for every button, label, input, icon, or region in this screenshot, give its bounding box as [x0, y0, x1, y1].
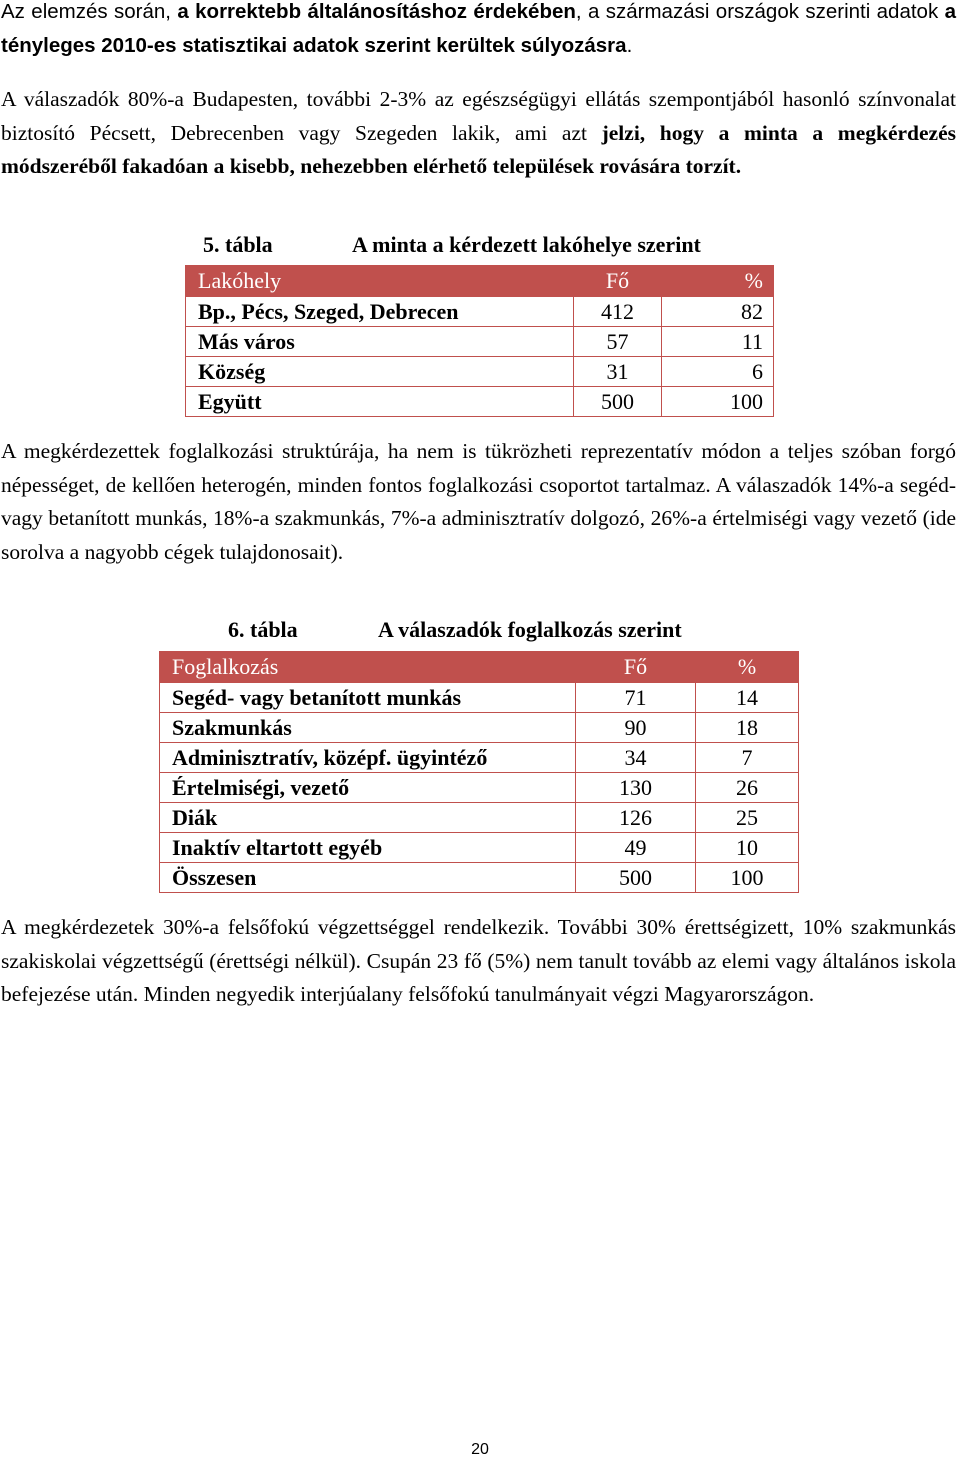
- table5-cell-percent: 82: [662, 297, 774, 327]
- residence-bold: jelzi, hogy a minta a megkérdezés módszeréből fakadóan a kisebb, nehezebben elérhető települések rovására torzít.: [1, 120, 956, 178]
- table6-cell-count: 49: [576, 833, 696, 863]
- table6-cell-count: 34: [576, 743, 696, 773]
- table6-cell-count: 126: [576, 803, 696, 833]
- table5-header-count: Fő: [574, 266, 662, 297]
- table5-title: A minta a kérdezett lakóhelye szerint: [352, 232, 701, 257]
- table5-cell-count: 57: [574, 327, 662, 357]
- table-row: [160, 683, 799, 713]
- table6-cell-label: Szakmunkás: [160, 713, 576, 743]
- table-residence: [185, 265, 774, 417]
- table-row: [160, 833, 799, 863]
- table6-cell-percent: 14: [696, 683, 799, 713]
- table-row: [160, 863, 799, 893]
- table6-header-count: Fő: [576, 652, 696, 683]
- table-occupation: [159, 651, 799, 893]
- table6-cell-count: 71: [576, 683, 696, 713]
- table6-cell-count: 130: [576, 773, 696, 803]
- residence-text: A válaszadók 80%-a Budapesten, további 2-3% az egészségügyi ellátás szempontjából hasonló színvonalat biztosító Pécsett, Debrecenben vagy Szegeden lakik, ami azt: [1, 87, 956, 145]
- intro-text-3: .: [626, 33, 633, 57]
- table6-cell-count: 500: [576, 863, 696, 893]
- table6-cell-label: Diák: [160, 803, 576, 833]
- table5-header-percent: %: [662, 266, 774, 297]
- table-row: [186, 387, 774, 417]
- table6-cell-label: Értelmiségi, vezető: [160, 773, 576, 803]
- table5-header-residence: Lakóhely: [186, 266, 574, 297]
- table-row: [160, 773, 799, 803]
- table5-cell-label: Együtt: [186, 387, 574, 417]
- table6-cell-label: Segéd- vagy betanított munkás: [160, 683, 576, 713]
- table6-cell-label: Adminisztratív, középf. ügyintéző: [160, 743, 576, 773]
- table6-number: 6. tábla: [228, 617, 298, 642]
- table6-cell-label: Összesen: [160, 863, 576, 893]
- table-row: [160, 803, 799, 833]
- table6-cell-count: 90: [576, 713, 696, 743]
- intro-bold-1: a korrektebb általánosításhoz érdekében: [177, 0, 576, 23]
- table5-cell-count: 500: [574, 387, 662, 417]
- intro-text-1: Az elemzés során,: [1, 0, 178, 23]
- education-paragraph: A megkérdezetek 30%-a felsőfokú végzettséggel rendelkezik. További 30% érettségizett, 10% szakmunkás szakiskolai végzettségű (érettségi nélkül). Csupán 23 fő (5%) nem tanult tovább az elemi vagy általános iskola befejezése után. Minden negyedik interjúalany felsőfokú tanulmányait végzi Magyarországon.: [1, 915, 956, 1006]
- table6-header-percent: %: [696, 652, 799, 683]
- table5-number: 5. tábla: [203, 232, 273, 257]
- table-row: [186, 327, 774, 357]
- table5-cell-label: Község: [186, 357, 574, 387]
- table5-cell-label: Más város: [186, 327, 574, 357]
- occupation-paragraph: A megkérdezettek foglalkozási struktúrája, ha nem is tükrözheti reprezentatív módon a teljes szóban forgó népességet, de kellően heterogén, minden fontos foglalkozási csoportot tartalmaz. A válaszadók 14%-a segéd- vagy betanított munkás, 18%-a szakmunkás, 7%-a adminisztratív dolgozó, 26%-a értelmiségi vagy vezető (ide sorolva a nagyobb cégek tulajdonosait).: [1, 439, 956, 564]
- residence-paragraph: [1, 83, 956, 184]
- table5-cell-count: 31: [574, 357, 662, 387]
- table5-header-row: [186, 266, 774, 297]
- table6-cell-percent: 7: [696, 743, 799, 773]
- table-row: [160, 713, 799, 743]
- table6-cell-label: Inaktív eltartott egyéb: [160, 833, 576, 863]
- table6-cell-percent: 18: [696, 713, 799, 743]
- table5-cell-percent: 100: [662, 387, 774, 417]
- table5-cell-percent: 6: [662, 357, 774, 387]
- table6-cell-percent: 10: [696, 833, 799, 863]
- table-row: [160, 743, 799, 773]
- table6-cell-percent: 100: [696, 863, 799, 893]
- table5-cell-percent: 11: [662, 327, 774, 357]
- table6-cell-percent: 25: [696, 803, 799, 833]
- table5-cell-label: Bp., Pécs, Szeged, Debrecen: [186, 297, 574, 327]
- table6-header-row: [160, 652, 799, 683]
- table6-cell-percent: 26: [696, 773, 799, 803]
- table-row: [186, 357, 774, 387]
- intro-text-2: , a származási országok szerinti adatok: [575, 0, 945, 23]
- table6-header-occupation: Foglalkozás: [160, 652, 576, 683]
- intro-paragraph: [1, 0, 956, 62]
- page-number: 20: [471, 1441, 489, 1458]
- table5-cell-count: 412: [574, 297, 662, 327]
- table-row: [186, 297, 774, 327]
- intro-bold-2: a tényleges 2010-es statisztikai adatok szerint kerültek súlyozásra: [1, 0, 956, 57]
- table6-title: A válaszadók foglalkozás szerint: [378, 617, 682, 642]
